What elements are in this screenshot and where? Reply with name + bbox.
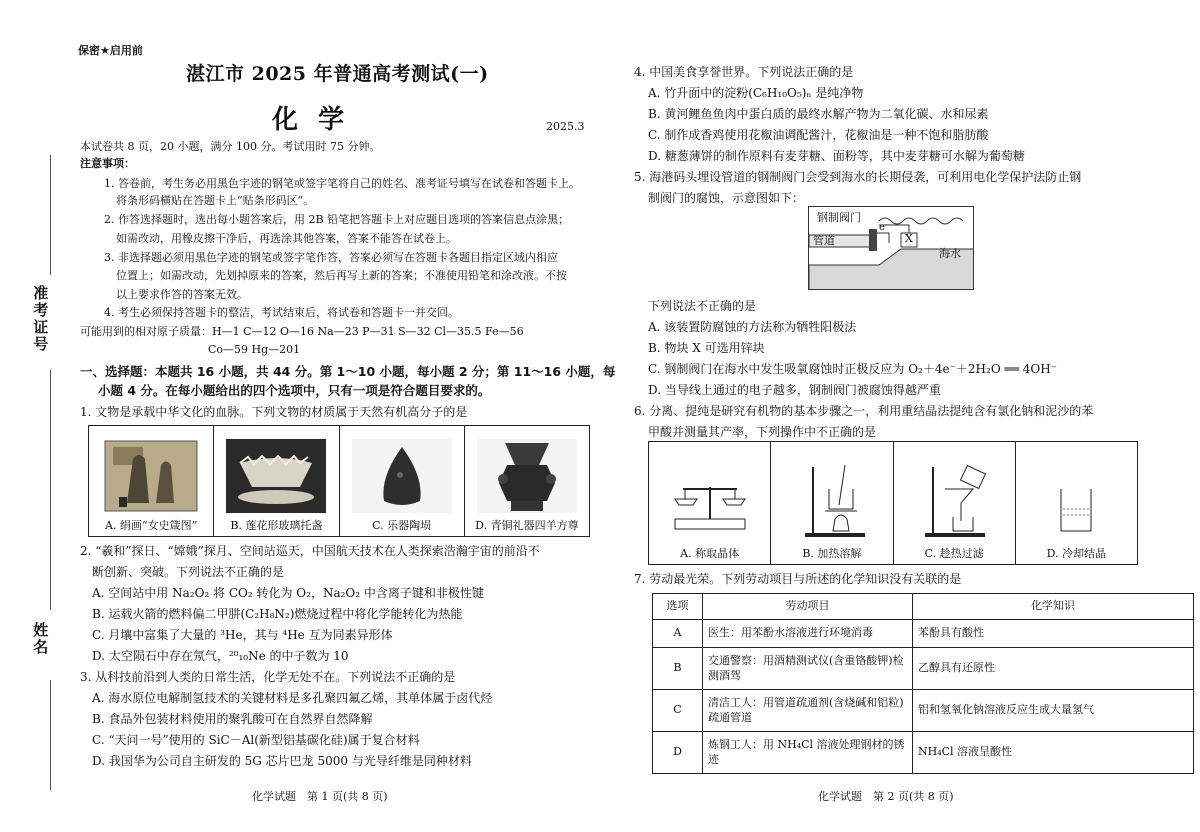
- question-2-stem: 2. “羲和”探日、“嫦娥”探月、空间站巡天，中国航天技术在人类探索浩瀚宇宙的前沿不: [80, 544, 540, 558]
- beaker-image: [1031, 459, 1121, 541]
- bronze-zun-image: [477, 439, 577, 513]
- question-2-option-c: C. 月壤中富集了大量的 ³He，其与 ⁴He 互为同素异形体: [92, 628, 393, 642]
- option-b-label: B. 莲花形玻璃托盏: [230, 519, 323, 533]
- note-line: 以上要求作答的答案无效。: [116, 288, 248, 301]
- option-a-cell: [89, 426, 214, 537]
- table-row: [653, 690, 1194, 732]
- row-knowledge: NH₄Cl 溶液呈酸性: [913, 732, 1194, 774]
- note-line: 1. 答卷前，考生务必用黑色字迹的钢笔或签字笔将自己的姓名、准考证号填写在试卷和答题卡上。: [104, 177, 580, 190]
- row-option: B: [653, 648, 703, 690]
- question-5-option-c: C. 钢制阀门在海水中发生吸氧腐蚀时正极反应为 O₂＋4e⁻＋2H₂O ══ 4OH⁻: [648, 362, 1058, 376]
- ticket-number-label: 准考证号: [31, 285, 50, 353]
- note-line: 位置上；如需改动，先划掉原来的答案，然后再写上新的答案；不准使用铅笔和涂改液。不按: [116, 269, 567, 282]
- row-labor: 炼钢工人：用 NH₄Cl 溶液处理钢材的锈迹: [703, 732, 913, 774]
- question-1-options-table: [88, 425, 590, 537]
- question-6-stem: 甲酸并测量其产率，下列操作中不正确的是: [648, 425, 877, 439]
- row-knowledge: 乙醇具有还原性: [913, 648, 1194, 690]
- option-a-label: A. 称取晶体: [680, 547, 740, 561]
- header-knowledge: 化学知识: [913, 594, 1194, 620]
- binding-line: [50, 680, 51, 790]
- note-line: 将条形码横贴在答题卡上“贴条形码区”。: [116, 194, 315, 207]
- corrosion-diagram: [808, 206, 974, 290]
- option-d-label: D. 冷却结晶: [1046, 547, 1107, 561]
- row-labor: 清洁工人：用管道疏通剂(含烧碱和铝粒)疏通管道: [703, 690, 913, 732]
- row-knowledge: 苯酚具有酸性: [913, 620, 1194, 648]
- section-heading: 小题 4 分。在每小题给出的四个选项中，只有一项是符合题目要求的。: [98, 383, 491, 398]
- question-3-option-d: D. 我国华为公司自主研发的 5G 芯片巴龙 5000 与光导纤维是同种材料: [92, 754, 472, 768]
- question-6-stem: 6. 分离、提纯是研究有机物的基本步骤之一，利用重结晶法提纯含有氯化钠和泥沙的苯: [634, 404, 1094, 418]
- option-a-label: A. 绢画“女史箴图”: [105, 519, 198, 533]
- binding-line: [50, 370, 51, 610]
- question-4-option-b: B. 黄河鲤鱼鱼肉中蛋白质的最终水解产物为二氧化碳、水和尿素: [648, 107, 989, 121]
- option-c-label: C. 乐器陶埙: [372, 519, 432, 533]
- row-labor: 交通警察：用酒精测试仪(含重铬酸钾)检测酒驾: [703, 648, 913, 690]
- page-footer-right: 化学试题 第 2 页(共 8 页): [818, 790, 954, 803]
- electron-label: e⁻: [879, 222, 891, 233]
- question-3-stem: 3. 从科技前沿到人类的日常生活，化学无处不在。下列说法不正确的是: [80, 670, 456, 684]
- option-c-cell: [339, 426, 464, 537]
- row-option: C: [653, 690, 703, 732]
- confidential-mark: 保密★启用前: [78, 44, 143, 57]
- option-d-label: D. 青铜礼器四羊方尊: [475, 519, 579, 533]
- option-b-cell: [771, 442, 893, 565]
- intro-text: 本试卷共 8 页，20 小题，满分 100 分。考试用时 75 分钟。: [80, 140, 381, 153]
- option-c-cell: [893, 442, 1015, 565]
- section-heading: 一、选择题：本题共 16 小题，共 44 分。第 1～10 小题，每小题 2 分；第 11～16 小题，每: [80, 364, 616, 379]
- atomic-mass-line: 可能用到的相对原子质量：H—1 C—12 O—16 Na—23 P—31 S—32 Cl—35.5 Fe—56: [80, 325, 524, 338]
- option-d-cell: [1015, 442, 1137, 565]
- question-3-option-a: A. 海水原位电解制氢技术的关键材料是多孔聚四氟乙烯，其单体属于卤代烃: [92, 691, 493, 705]
- question-5-stem: 制阀门的腐蚀，示意图如下：: [648, 191, 805, 205]
- question-5-stem: 5. 海港码头埋设管道的钢制阀门会受到海水的长期侵袭，可利用电化学保护法防止钢: [634, 170, 1082, 184]
- filtration-image: [909, 459, 999, 541]
- question-5-option-a: A. 该装置防腐蚀的方法称为牺牲阳极法: [648, 320, 857, 334]
- pipe-label: 管道: [813, 234, 835, 247]
- page-footer-left: 化学试题 第 1 页(共 8 页): [252, 790, 388, 803]
- row-option: D: [653, 732, 703, 774]
- name-label: 姓名: [31, 622, 50, 656]
- silk-painting-image: [103, 439, 199, 513]
- question-4-stem: 4. 中国美食享誉世界。下列说法正确的是: [634, 65, 854, 79]
- exam-title: 湛江市 2025 年普通高考测试(一): [186, 63, 489, 85]
- table-header-row: [653, 594, 1194, 620]
- note-line: 如需改动，用橡皮擦干净后，再选涂其他答案，答案不能答在试卷上。: [116, 232, 457, 245]
- row-knowledge: 铝和氢氧化钠溶液反应生成大量氢气: [913, 690, 1194, 732]
- note-line: 3. 非选择题必须用黑色字迹的钢笔或签字笔作答，答案必须写在答题卡各题目指定区域内相应: [104, 251, 558, 264]
- question-3-option-b: B. 食品外包装材料使用的聚乳酸可在自然界自然降解: [92, 712, 373, 726]
- table-row: [653, 648, 1194, 690]
- option-b-cell: [214, 426, 339, 537]
- table-row: [653, 732, 1194, 774]
- row-option: A: [653, 620, 703, 648]
- pottery-xun-image: [352, 439, 452, 513]
- question-1-stem: 1. 文物是承载中华文化的血脉。下列文物的材质属于天然有机高分子的是: [80, 405, 468, 419]
- note-line: 4. 考生必须保持答题卡的整洁，考试结束后，将试卷和答题卡一并交回。: [104, 306, 459, 319]
- atomic-mass-line: Co—59 Hg—201: [208, 343, 301, 356]
- balance-image: [665, 459, 755, 541]
- heating-setup-image: [787, 459, 877, 541]
- option-d-cell: [464, 426, 589, 537]
- question-2-stem: 断创新、突破。下列说法不正确的是: [92, 565, 285, 579]
- glass-cup-image: [226, 439, 326, 513]
- subject-title: 化学: [272, 105, 365, 135]
- question-5-option-d: D. 当导线上通过的电子越多，钢制阀门被腐蚀得越严重: [648, 383, 941, 397]
- question-4-option-c: C. 制作成香鸡使用花椒油调配酱汁，花椒油是一种不饱和脂肪酸: [648, 128, 989, 142]
- notes-title: 注意事项：: [80, 157, 135, 170]
- table-row: [653, 620, 1194, 648]
- question-2-option-a: A. 空间站中用 Na₂O₂ 将 CO₂ 转化为 O₂，Na₂O₂ 中含离子键和非极性键: [92, 586, 484, 600]
- header-labor: 劳动项目: [703, 594, 913, 620]
- option-a-cell: [649, 442, 771, 565]
- row-labor: 医生：用苯酚水溶液进行环境消毒: [703, 620, 913, 648]
- binding-line: [50, 155, 51, 275]
- question-2-option-d: D. 太空陨石中存在氖气，²⁰₁₀Ne 的中子数为 10: [92, 649, 349, 663]
- option-b-label: B. 加热溶解: [802, 547, 862, 561]
- option-c-label: C. 趁热过滤: [924, 547, 984, 561]
- question-3-option-c: C. “天问一号”使用的 SiC－Al(新型铝基碳化硅)属于复合材料: [92, 733, 420, 747]
- header-option: 选项: [653, 594, 703, 620]
- question-6-options-table: [648, 441, 1138, 565]
- question-2-option-b: B. 运载火箭的燃料偏二甲肼(C₂H₈N₂)燃烧过程中将化学能转化为热能: [92, 607, 463, 621]
- exam-date: 2025.3: [546, 120, 585, 133]
- question-4-option-d: D. 糖葱薄饼的制作原料有麦芽糖、面粉等，其中麦芽糖可水解为葡萄糖: [648, 149, 1025, 163]
- block-x-label: X: [905, 232, 913, 245]
- question-7-stem: 7. 劳动最光荣。下列劳动项目与所述的化学知识没有关联的是: [634, 572, 962, 586]
- note-line: 2. 作答选择题时，选出每小题答案后，用 2B 铅笔把答题卡上对应题目选项的答案信息点涂黑；: [104, 213, 570, 226]
- question-7-table: [652, 593, 1194, 774]
- question-5-option-b: B. 物块 X 可选用锌块: [648, 341, 765, 355]
- valve-label: 钢制阀门: [817, 211, 861, 224]
- question-5-ask: 下列说法不正确的是: [648, 299, 757, 313]
- seawater-label: 海水: [939, 247, 961, 260]
- question-4-option-a: A. 竹升面中的淀粉(C₆H₁₀O₅)ₙ 是纯净物: [648, 86, 864, 100]
